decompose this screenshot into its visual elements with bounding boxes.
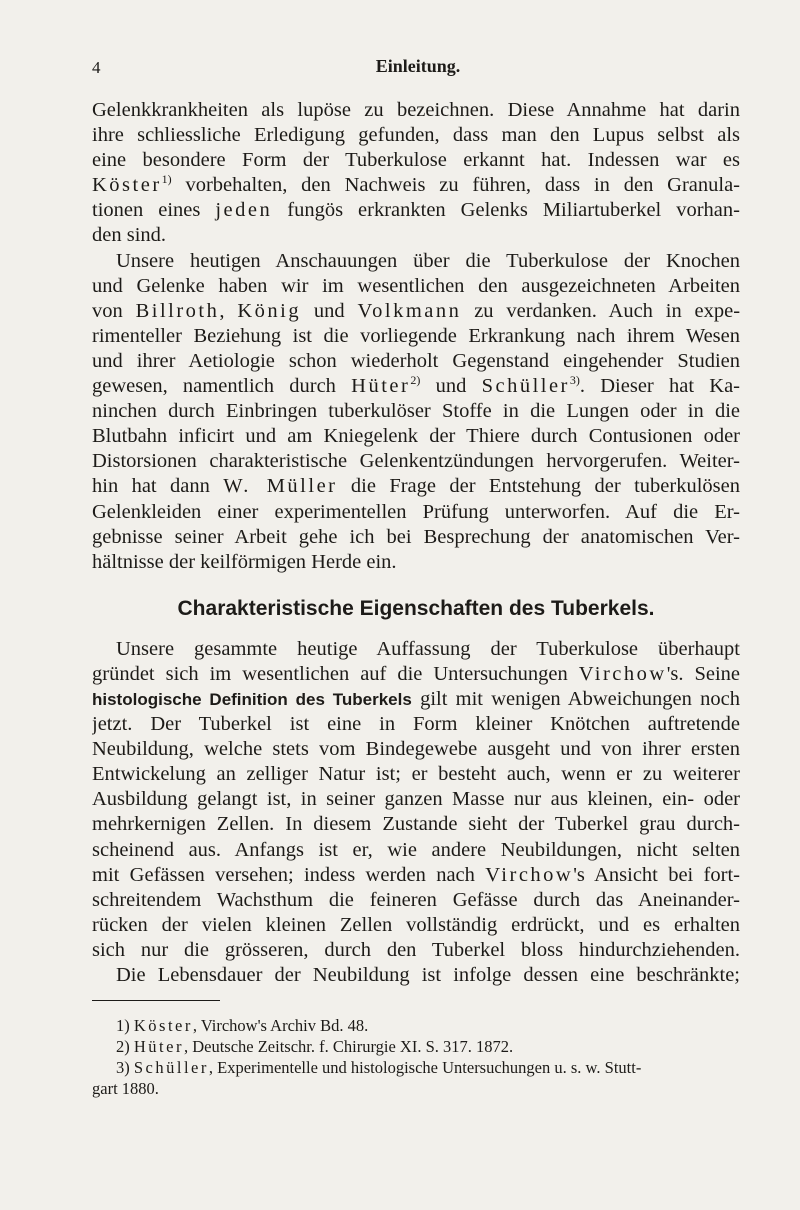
text-line: hältnisse der keilförmigen Herde ein. — [92, 550, 397, 573]
text-span: gilt mit wenigen Abweichungen noch — [411, 687, 740, 710]
text-line: Blutbahn inficirt und am Kniegelenk der Thiere durch Contusionen oder — [92, 425, 740, 448]
author-name: Volkmann — [357, 299, 462, 322]
text-line — [92, 474, 740, 499]
text-span: gewesen, namentlich durch — [92, 375, 352, 398]
text-line — [92, 687, 740, 712]
text-span: mit Gefässen versehen; indess werden nach — [92, 863, 486, 886]
text-line — [92, 173, 740, 198]
text-line: rücken der vielen kleinen Zellen vollständig erdrückt, und es erhalten — [92, 913, 740, 936]
running-title: Einleitung. — [375, 56, 461, 76]
text-line — [92, 863, 740, 888]
text-span: von — [92, 299, 136, 322]
text-span: vorbehalten, den Nachweis zu führen, dass in den Granula- — [171, 174, 740, 197]
text-line — [92, 374, 740, 399]
text-line: Unsere gesammte heutige Auffassung der Tuberkulose überhaupt — [116, 637, 740, 660]
text-line: Unsere heutigen Anschauungen über die Tuberkulose der Knochen — [116, 249, 740, 272]
author-name: Schüller — [481, 375, 570, 398]
text-line: eine besondere Form der Tuberkulose erkannt hat. Indessen war es — [92, 149, 740, 172]
body-text — [92, 98, 740, 1099]
text-span: und — [420, 375, 482, 398]
page-number: 4 — [92, 58, 101, 77]
footnote-continuation: gart 1880. — [92, 1079, 159, 1099]
text-line: Gelenkleiden einer experimentellen Prüfung unterworfen. Auf die Er- — [92, 500, 740, 523]
text-line: sich nur die grösseren, durch den Tuberkel bloss hindurchziehenden. — [92, 938, 740, 961]
text-line: Entwickelung an zelliger Natur ist; er besteht auch, wenn er zu weiterer — [92, 763, 740, 786]
section-heading: Charakteristische Eigenschaften des Tuberkels. — [177, 596, 655, 620]
footnote-ref: 3) — [569, 374, 580, 388]
footnote-ref: 1) — [161, 173, 172, 187]
author-name: Billroth — [135, 299, 220, 322]
text-line: und ihrer Aetiologie schon wiederholt Gegenstand eingehender Studien — [92, 349, 740, 372]
text-line — [92, 299, 740, 324]
author-name: König — [237, 299, 302, 322]
text-span: hin hat dann — [92, 475, 224, 498]
text-line: Neubildung, welche stets vom Bindegewebe ausgeht und von ihrer ersten — [92, 738, 740, 761]
page-header — [0, 52, 800, 78]
text-span: die Frage der Entstehung der tuberkulösen — [337, 475, 740, 498]
paragraph-3 — [92, 637, 740, 988]
text-span: zu verdanken. Auch in expe- — [461, 299, 740, 322]
text-line: Ausbildung gelangt ist, in seiner ganzen Masse nur aus kleinen, ein- oder — [92, 788, 740, 811]
text-span: gründet sich im wesentlichen auf die Untersuchungen — [92, 662, 579, 685]
text-line: schreitendem Wachsthum die feineren Gefässe durch das Aneinander- — [92, 888, 740, 911]
text-span: fungös erkrankten Gelenks Miliartuberkel vorhan- — [272, 199, 740, 222]
footnote — [92, 1036, 740, 1057]
footnote-number: 3) — [116, 1058, 134, 1078]
text-line: ihre schliessliche Erledigung gefunden, dass man den Lupus selbst als — [92, 124, 740, 147]
text-line: scheinend aus. Anfangs ist er, wie andere Neubildungen, nicht selten — [92, 838, 740, 861]
text-line: den sind. — [92, 224, 167, 247]
text-line: rimenteller Beziehung ist die vorliegende Erkrankung nach ihrem Wesen — [92, 324, 740, 347]
text-line: und Gelenke haben wir im wesentlichen den ausgezeichneten Arbeiten — [92, 274, 740, 297]
author-name: Köster — [92, 174, 162, 197]
paragraph-2 — [92, 249, 740, 575]
bold-term: histologische Definition des Tuberkels — [92, 689, 412, 709]
text-line — [92, 198, 740, 223]
footnote — [92, 1057, 740, 1078]
text-span: und — [301, 299, 358, 322]
footnote — [92, 1015, 740, 1036]
text-line: jetzt. Der Tuberkel ist eine in Form kleiner Knötchen auftretende — [92, 713, 740, 736]
author-name: Hüter — [351, 375, 411, 398]
text-span: , Virchow's Archiv Bd. 48. — [192, 1016, 369, 1036]
text-span: tionen eines — [92, 199, 216, 222]
author-name: Hüter — [133, 1037, 184, 1057]
footnote-ref: 2) — [410, 374, 421, 388]
text-span: 's. Seine — [666, 662, 740, 685]
text-line: gebnisse seiner Arbeit gehe ich bei Besprechung der anatomischen Ver- — [92, 525, 740, 548]
author-name: W. Müller — [223, 475, 338, 498]
footnote-number: 2) — [116, 1037, 134, 1057]
text-line — [92, 662, 740, 687]
text-line: Distorsionen charakteristische Gelenkentzündungen hervorgerufen. Weiter- — [92, 450, 740, 473]
emphasis: jeden — [215, 199, 273, 222]
author-name: Virchow — [485, 863, 574, 886]
text-line: Gelenkkrankheiten als lupöse zu bezeichnen. Diese Annahme hat darin — [92, 99, 740, 121]
footnotes — [92, 1015, 740, 1099]
text-span: , Experimentelle und histologische Untersuchungen u. s. w. Stutt- — [208, 1058, 642, 1078]
text-line: mehrkernigen Zellen. In diesem Zustande sieht der Tuberkel grau durch- — [92, 813, 740, 836]
text-span: 's Ansicht bei fort- — [573, 863, 740, 886]
text-span: , Deutsche Zeitschr. f. Chirurgie XI. S. 317. 1872. — [183, 1037, 514, 1057]
text-span: . Dieser hat Ka- — [579, 375, 740, 398]
text-line: Die Lebensdauer der Neubildung ist infolge dessen eine beschränkte; — [116, 964, 740, 986]
paragraph-1 — [92, 98, 740, 249]
text-span: , — [219, 299, 238, 322]
footnote-divider — [92, 1000, 220, 1001]
footnote-number: 1) — [116, 1016, 134, 1036]
author-name: Schüller — [133, 1058, 209, 1078]
text-line: ninchen durch Einbringen tuberkulöser Stoffe in die Lungen oder in die — [92, 400, 740, 423]
author-name: Virchow — [578, 662, 667, 685]
author-name: Köster — [133, 1016, 193, 1036]
